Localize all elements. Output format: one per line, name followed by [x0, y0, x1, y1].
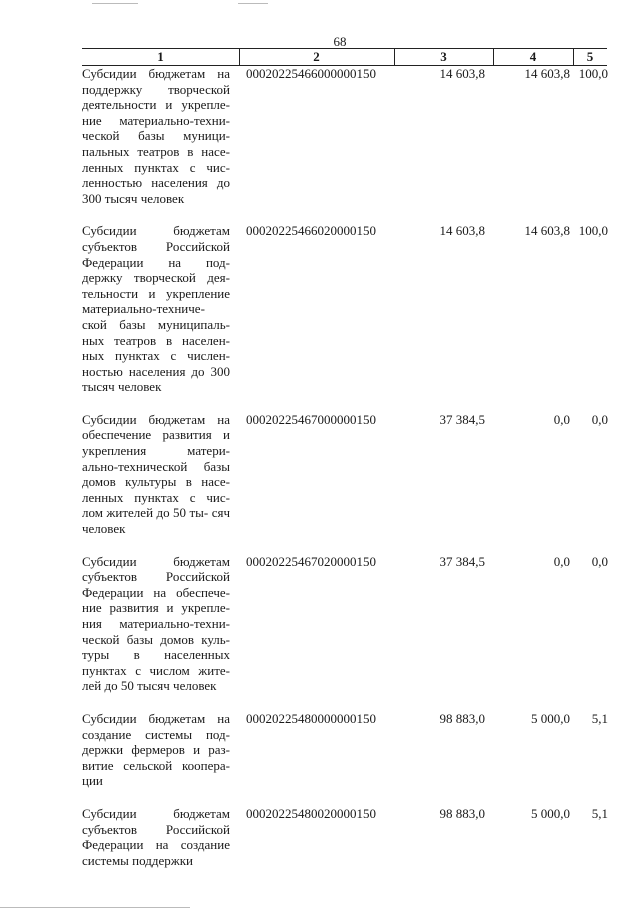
row-col3: 37 384,5	[439, 553, 485, 569]
row-col5: 0,0	[591, 411, 608, 427]
row-code: 00020225467020000150	[246, 553, 376, 569]
table-row	[82, 66, 612, 206]
scan-artifact-top-right	[238, 3, 268, 4]
table-row	[82, 223, 612, 395]
header-col-5: 5	[586, 49, 594, 64]
header-col-3: 3	[394, 49, 494, 65]
table-row	[82, 554, 612, 694]
row-col4: 0,0	[553, 411, 570, 427]
row-col5: 5,1	[591, 805, 608, 821]
row-col3: 14 603,8	[439, 223, 485, 239]
row-name: Субсидии бюджетам на поддержку творческой деятельности и укрепле- ние материально-техни- ческой базы муници- пальных театров в насе- ленных пунктах с чис- ленностью населения до 300 тысяч человек	[82, 66, 230, 206]
row-code: 00020225467000000150	[246, 411, 376, 427]
row-col4: 14 603,8	[524, 66, 570, 81]
table-body	[82, 66, 612, 885]
row-col5: 0,0	[591, 553, 608, 569]
row-name: Субсидии бюджетам на создание системы под- держки фермеров и раз- витие сельской коопера- ции	[82, 710, 230, 789]
row-code: 00020225480000000150	[246, 710, 376, 726]
row-col5: 5,1	[591, 710, 608, 726]
row-col3: 98 883,0	[439, 710, 485, 726]
table-row	[82, 711, 612, 789]
row-col4: 0,0	[553, 553, 570, 569]
row-name: Субсидии бюджетам субъектов Российской Федерации на создание системы поддержки	[82, 805, 230, 868]
scan-artifact-top-left	[92, 3, 138, 4]
header-col-2: 2	[239, 49, 395, 65]
table-row	[82, 412, 612, 537]
table-header-row	[82, 49, 607, 65]
row-name: Субсидии бюджетам субъектов Российской Федерации на под- держку творческой дея- тельности и укрепление материально-техниче- ской базы муниципаль- ных театров в населен- ных пунктах с числен- ностью населения до 300 тысяч человек	[82, 223, 230, 395]
row-col3: 37 384,5	[439, 411, 485, 427]
table-row	[82, 806, 612, 868]
row-col4: 5 000,0	[531, 805, 570, 821]
row-code: 00020225480020000150	[246, 805, 376, 821]
row-name: Субсидии бюджетам на обеспечение развития и укрепления матери- ально-технической базы домов культуры в насе- ленных пунктах с чис- лом жителей до 50 ты- сяч человек	[82, 411, 230, 537]
row-col4: 5 000,0	[531, 710, 570, 726]
page-number: 68	[333, 34, 347, 49]
row-col3: 14 603,8	[439, 66, 485, 81]
scan-artifact-bottom	[0, 907, 190, 908]
row-code: 00020225466020000150	[246, 223, 376, 239]
header-col-4: 4	[493, 49, 574, 65]
row-col5: 100,0	[578, 66, 608, 81]
row-code: 00020225466000000150	[246, 66, 376, 81]
header-col-1: 1	[82, 49, 240, 65]
row-col5: 100,0	[578, 223, 608, 239]
row-col4: 14 603,8	[524, 223, 570, 239]
row-col3: 98 883,0	[439, 805, 485, 821]
row-name: Субсидии бюджетам субъектов Российской Федерации на обеспече- ние развития и укрепле- ния материально-техни- ческой базы домов куль- туры в населенных пунктах с числом жите- лей до 50 тысяч человек	[82, 553, 230, 694]
